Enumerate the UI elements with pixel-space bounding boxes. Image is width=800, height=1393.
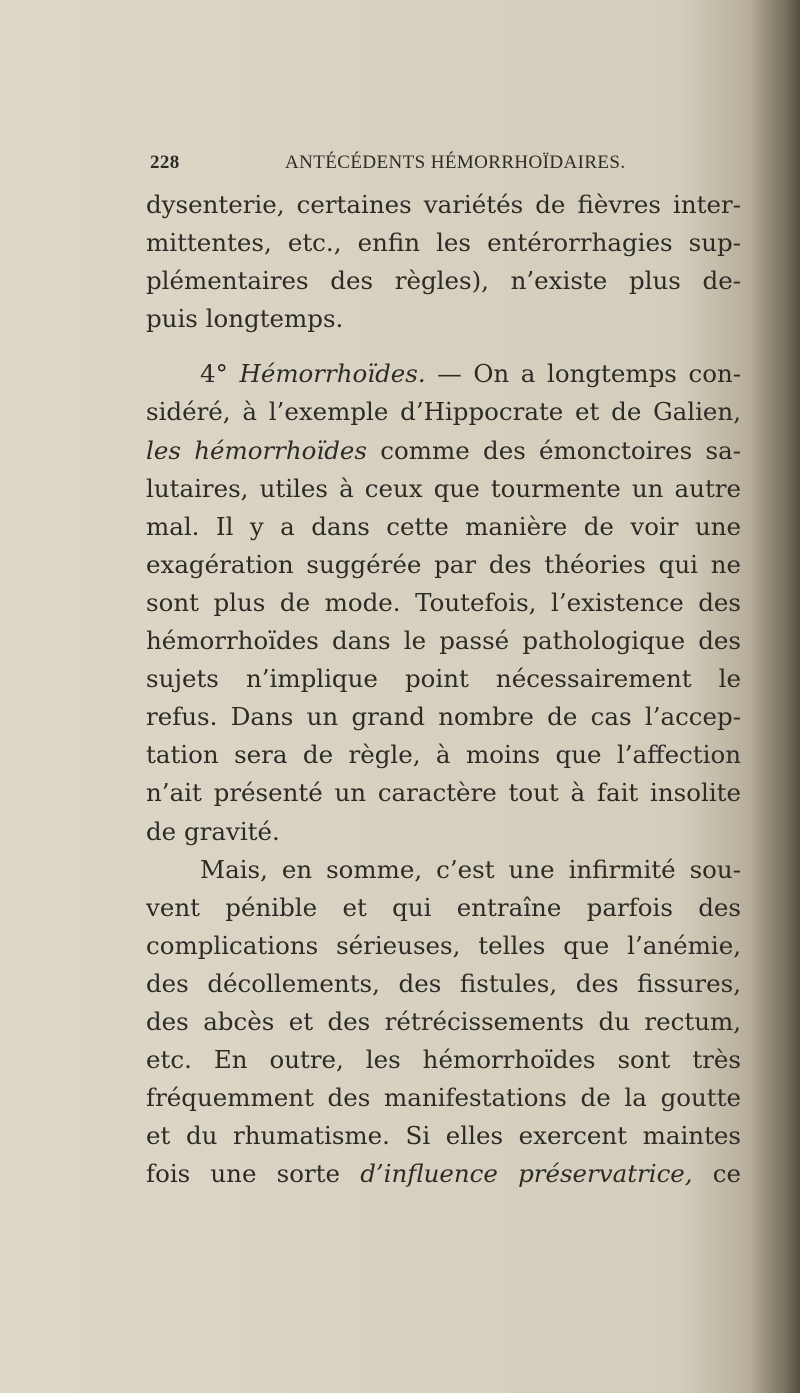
text-fragment: ce xyxy=(692,1159,741,1189)
section-heading: Hémorrhoïdes. xyxy=(239,359,426,389)
text-line xyxy=(146,432,741,470)
paragraph-3 xyxy=(146,851,741,1194)
paragraph-2 xyxy=(146,355,741,850)
italic-phrase: d’influence préservatrice, xyxy=(360,1159,693,1189)
text-line: lutaires, utiles à ceux que tourmente un autre xyxy=(146,473,741,503)
italic-term: les hémorrhoïdes xyxy=(146,435,367,465)
text-line: hémorrhoïdes dans le passé pathologique des xyxy=(146,626,741,656)
text-line: mittentes, etc., enfin les entérorrhagies sup- xyxy=(146,228,741,258)
text-line: n’ait présenté un caractère tout à fait insolite xyxy=(146,778,741,808)
text-line: sidéré, à l’exemple d’Hippocrate et de Galien, xyxy=(146,397,741,427)
text-line: refus. Dans un grand nombre de cas l’accep- xyxy=(146,702,741,732)
running-title: ANTÉCÉDENTS HÉMORRHOÏDAIRES. xyxy=(285,152,626,173)
text-line: et du rhumatisme. Si elles exercent maintes xyxy=(146,1121,741,1151)
text-line xyxy=(146,355,741,393)
text-line: des abcès et des rétrécissements du rectum, xyxy=(146,1006,741,1036)
text-line: plémentaires des règles), n’existe plus de- xyxy=(146,266,741,296)
text-fragment: — On a longtemps con- xyxy=(425,359,741,389)
text-line xyxy=(146,1155,741,1193)
text-line: puis longtemps. xyxy=(146,304,344,334)
body-text xyxy=(146,186,741,1193)
text-line: de gravité. xyxy=(146,816,280,846)
section-number: 4° xyxy=(200,359,228,389)
text-line: exagération suggérée par des théories qui ne xyxy=(146,549,741,579)
text-line: tation sera de règle, à moins que l’affection xyxy=(146,740,741,770)
page-header xyxy=(150,152,750,182)
text-line: dysenterie, certaines variétés de fièvres inter- xyxy=(146,190,741,219)
text-line: des décollements, des fistules, des fissures, xyxy=(146,968,741,998)
text-line: vent pénible et qui entraîne parfois des xyxy=(146,892,741,922)
text-line: fréquemment des manifestations de la goutte xyxy=(146,1083,741,1113)
paragraph-1 xyxy=(146,186,741,338)
text-line: mal. Il y a dans cette manière de voir une xyxy=(146,511,741,541)
text-line: Mais, en somme, c’est une infirmité sou- xyxy=(200,854,741,884)
page-edge-shadow xyxy=(752,0,800,1393)
text-line: etc. En outre, les hémorrhoïdes sont très xyxy=(146,1045,741,1075)
text-fragment: comme des émonctoires sa- xyxy=(367,435,741,465)
text-line: complications sérieuses, telles que l’anémie, xyxy=(146,930,741,960)
text-fragment: fois une sorte xyxy=(146,1159,361,1189)
page-number: 228 xyxy=(150,152,180,173)
text-line: sujets n’implique point nécessairement le xyxy=(146,664,741,694)
text-line: sont plus de mode. Toutefois, l’existence des xyxy=(146,587,741,617)
